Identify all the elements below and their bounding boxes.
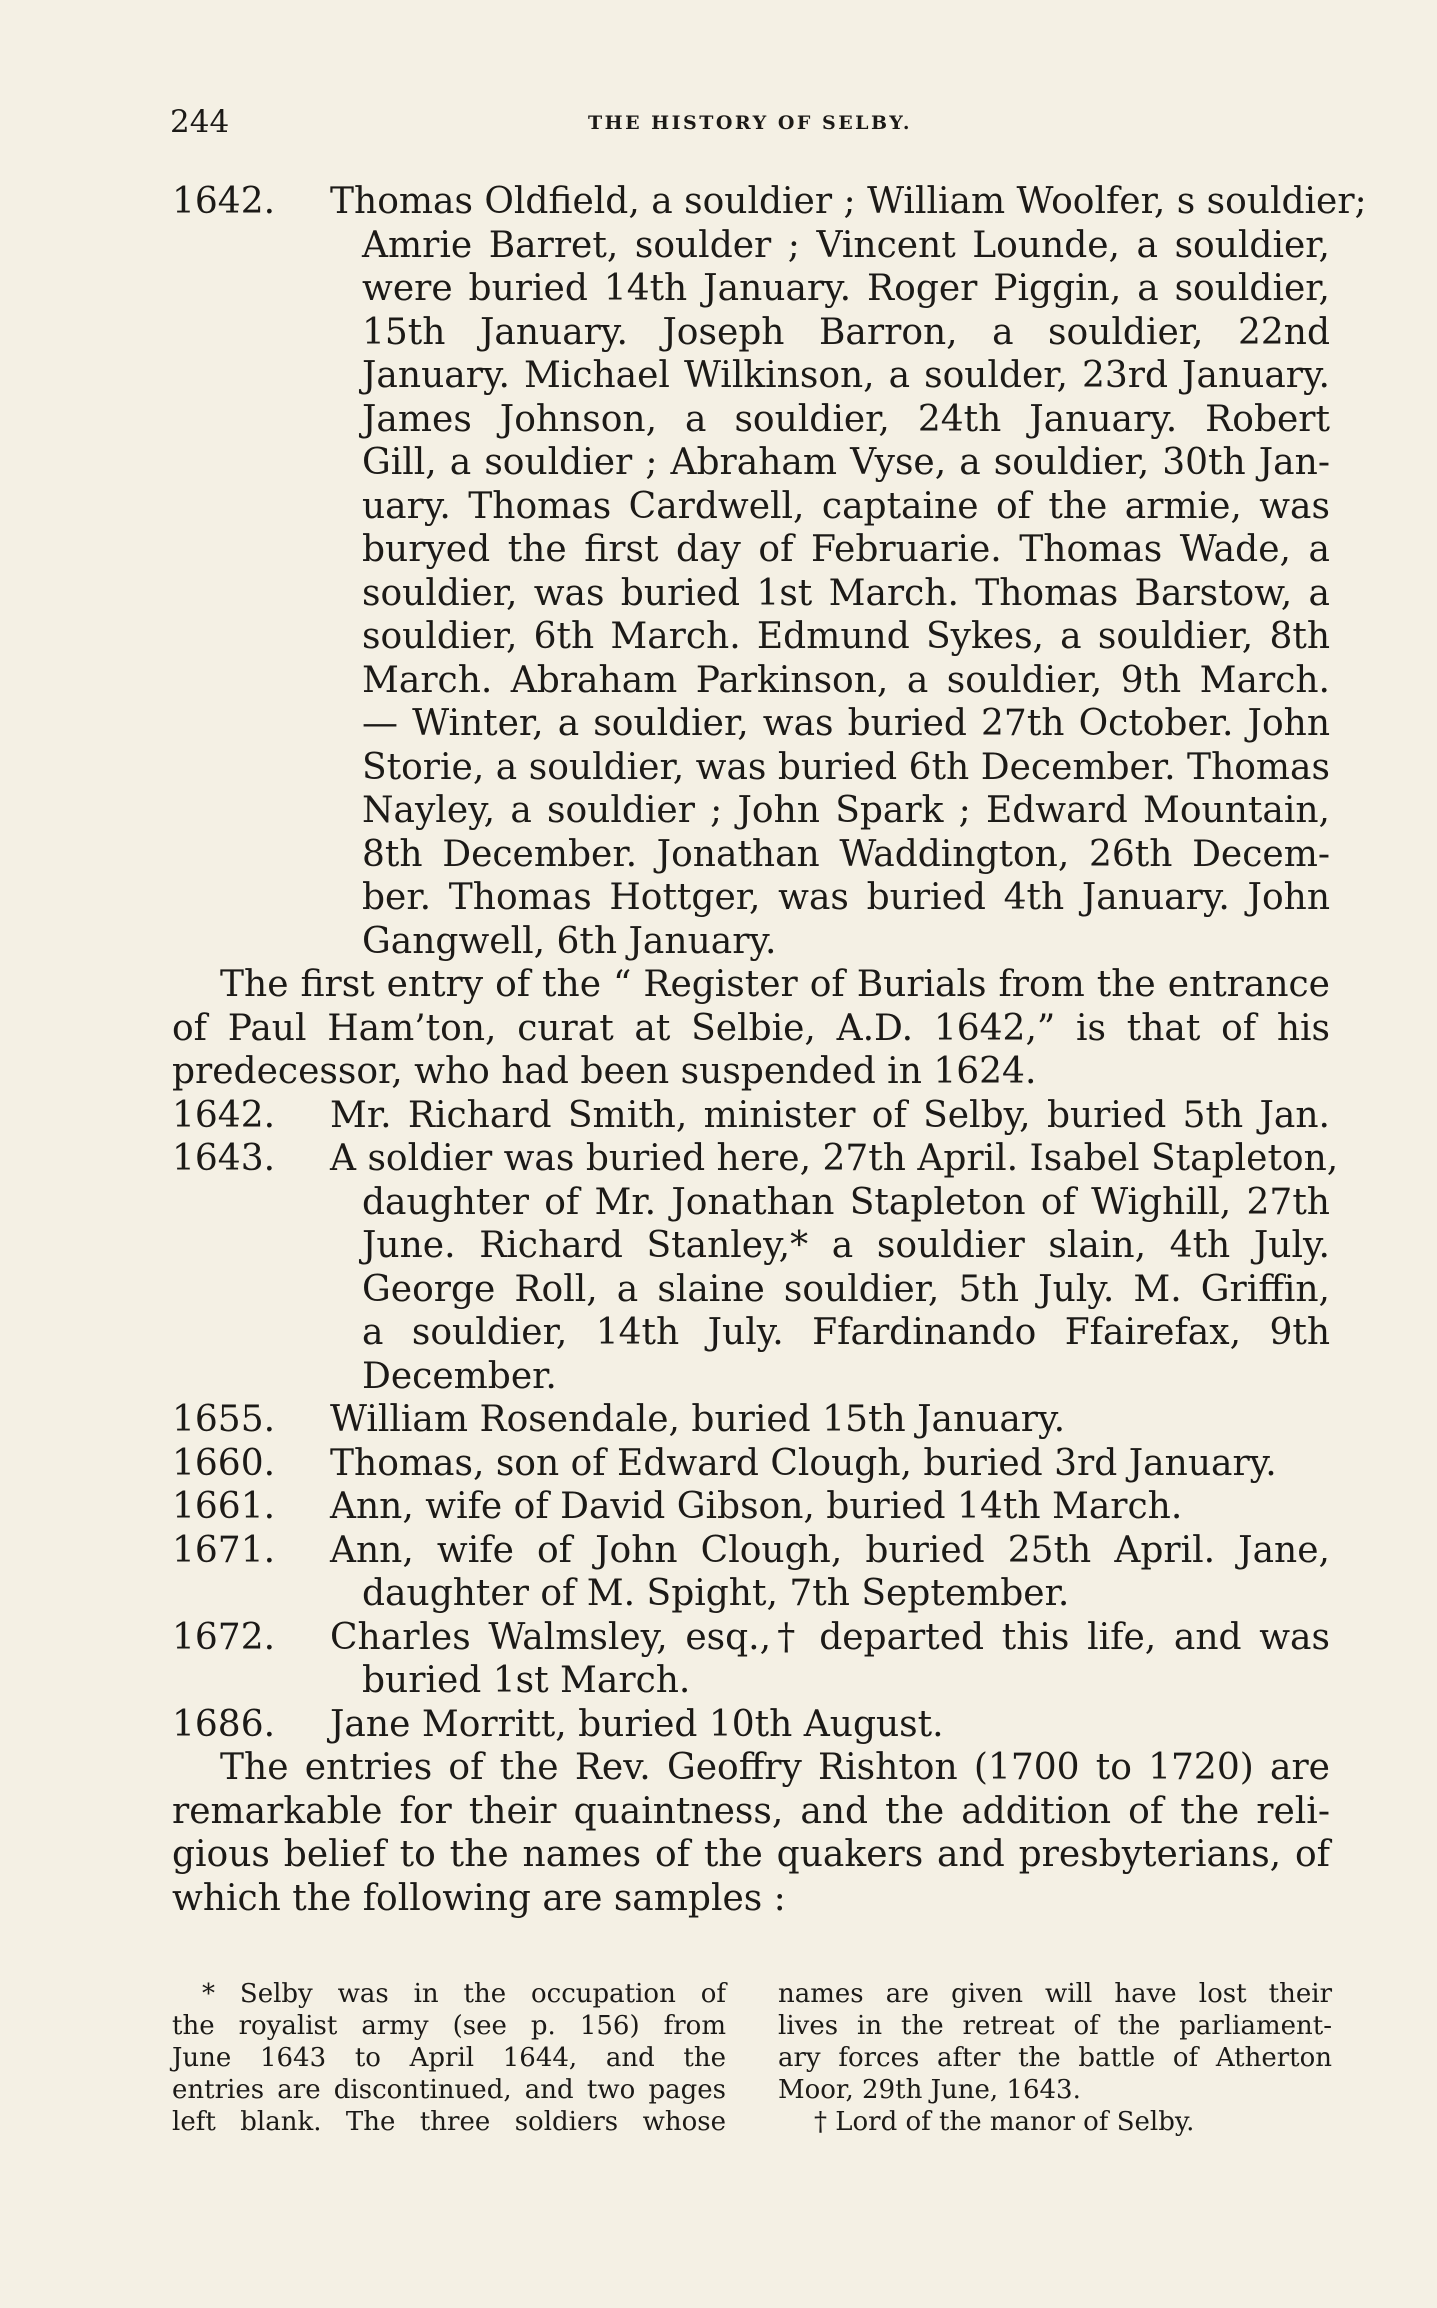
main-text	[172, 180, 1367, 1920]
paragraph-register	[172, 963, 1330, 1094]
footnote-line: * Selby was in the occupation of	[202, 1979, 726, 2009]
entry-1643	[172, 1137, 1339, 1398]
text-line: June. Richard Stanley,* a souldier slain, 4th July.	[362, 1225, 1330, 1266]
footnote-line: ary forces after the battle of Atherton	[778, 2043, 1332, 2073]
entry-year: 1642.	[172, 181, 276, 222]
text-line: 15th January. Joseph Barron, a souldier, 22nd	[362, 311, 1330, 353]
text-line: uary. Thomas Cardwell, captaine of the armie, was	[362, 485, 1330, 527]
text-line: Amrie Barret, soulder ; Vincent Lounde, a souldier,	[362, 224, 1330, 266]
text-line: daughter of Mr. Jonathan Stapleton of Wighill, 27th	[362, 1181, 1330, 1223]
text-line: George Roll, a slaine souldier, 5th July. M. Griffin,	[362, 1268, 1330, 1310]
text-line: Storie, a souldier, was buried 6th December. Thomas	[362, 746, 1330, 788]
footnote-column-left	[172, 1978, 726, 2138]
footnotes	[172, 1978, 1332, 2138]
text-line: predecessor, who had been suspended in 1624.	[172, 1051, 1037, 1092]
text-line: Ann, wife of David Gibson, buried 14th March.	[330, 1486, 1183, 1527]
entry-year: 1686.	[172, 1703, 276, 1745]
text-line: Jane Morritt, buried 10th August.	[330, 1703, 944, 1745]
text-line: The first entry of the “ Register of Burials from the entrance	[220, 964, 1330, 1005]
text-line: January. Michael Wilkinson, a soulder, 23rd January.	[362, 355, 1330, 396]
text-line: William Rosendale, buried 15th January.	[330, 1399, 1066, 1440]
entry-year: 1643.	[172, 1138, 276, 1179]
text-line: December.	[362, 1355, 557, 1397]
entry-year: 1660.	[172, 1442, 276, 1484]
text-line: ber. Thomas Hottger, was buried 4th January. John	[362, 877, 1330, 918]
text-line: of Paul Ham’ton, curat at Selbie, A.D. 1642,” is that of his	[172, 1007, 1330, 1049]
text-line: Thomas Oldfield, a souldier ; William Woolfer, s souldier;	[330, 181, 1367, 222]
text-line: — Winter, a souldier, was buried 27th October. John	[362, 703, 1330, 744]
text-line: March. Abraham Parkinson, a souldier, 9th March.	[362, 659, 1330, 701]
entry-year: 1661.	[172, 1486, 276, 1527]
entry-1686	[172, 1703, 1330, 1747]
footnote-line: names are given will have lost their	[778, 1979, 1332, 2009]
text-line: Thomas, son of Edward Clough, buried 3rd January.	[330, 1442, 1277, 1484]
text-line: Charles Walmsley, esq.,† departed this life, and was	[330, 1616, 1330, 1658]
entry-1642-soldiers	[172, 180, 1367, 963]
text-line: souldier, 6th March. Edmund Sykes, a souldier, 8th	[362, 616, 1330, 657]
entry-1672	[172, 1616, 1330, 1703]
entry-year: 1655.	[172, 1399, 276, 1440]
entry-year: 1671.	[172, 1529, 276, 1571]
page-number: 244	[170, 104, 230, 140]
running-title: THE HISTORY OF SELBY.	[588, 112, 912, 134]
footnote-column-right	[778, 1978, 1332, 2138]
text-line: 8th December. Jonathan Waddington, 26th Decem-	[362, 833, 1330, 875]
text-line: James Johnson, a souldier, 24th January. Robert	[362, 398, 1330, 440]
text-line: were buried 14th January. Roger Piggin, a souldier,	[362, 268, 1330, 309]
footnote-line: entries are discontinued, and two pages	[172, 2075, 726, 2105]
text-line: Nayley, a souldier ; John Spark ; Edward Mountain,	[362, 790, 1330, 831]
text-line: A soldier was buried here, 27th April. Isabel Stapleton,	[330, 1138, 1339, 1179]
entry-year: 1672.	[172, 1616, 276, 1658]
footnote-line: lives in the retreat of the parliament-	[778, 2011, 1332, 2041]
text-line: buried 1st March.	[362, 1660, 691, 1701]
text-line: which the following are samples :	[172, 1877, 786, 1919]
entry-1660	[172, 1442, 1330, 1486]
entry-1671	[172, 1529, 1330, 1616]
paragraph-rishton	[172, 1746, 1330, 1920]
entry-year: 1642.	[172, 1094, 276, 1136]
text-line: Mr. Richard Smith, minister of Selby, buried 5th Jan.	[330, 1094, 1330, 1136]
footnote-line: June 1643 to April 1644, and the	[172, 2043, 726, 2073]
text-line: Gill, a souldier ; Abraham Vyse, a souldier, 30th Jan-	[362, 442, 1330, 483]
text-line: souldier, was buried 1st March. Thomas Barstow, a	[362, 572, 1330, 614]
text-line: Ann, wife of John Clough, buried 25th April. Jane,	[330, 1529, 1330, 1571]
footnote-line: † Lord of the manor of Selby.	[814, 2107, 1195, 2137]
text-line: gious belief to the names of the quakers and presbyterians, of	[172, 1834, 1330, 1875]
text-line: buryed the first day of Februarie. Thomas Wade, a	[362, 529, 1330, 570]
footnote-line: the royalist army (see p. 156) from	[172, 2011, 726, 2041]
entry-1642-minister	[172, 1094, 1330, 1138]
entry-1655	[172, 1398, 1330, 1442]
text-line: daughter of M. Spight, 7th September.	[362, 1573, 1070, 1614]
text-line: remarkable for their quaintness, and the addition of the reli-	[172, 1790, 1330, 1832]
entry-1661	[172, 1485, 1330, 1529]
page-header	[170, 104, 1330, 154]
footnote-line: Moor, 29th June, 1643.	[778, 2075, 1081, 2105]
text-line: Gangwell, 6th January.	[362, 920, 777, 962]
text-line: The entries of the Rev. Geoffry Rishton (1700 to 1720) are	[220, 1747, 1330, 1788]
footnote-line: left blank. The three soldiers whose	[172, 2107, 726, 2137]
text-line: a souldier, 14th July. Ffardinando Ffairefax, 9th	[362, 1312, 1330, 1353]
